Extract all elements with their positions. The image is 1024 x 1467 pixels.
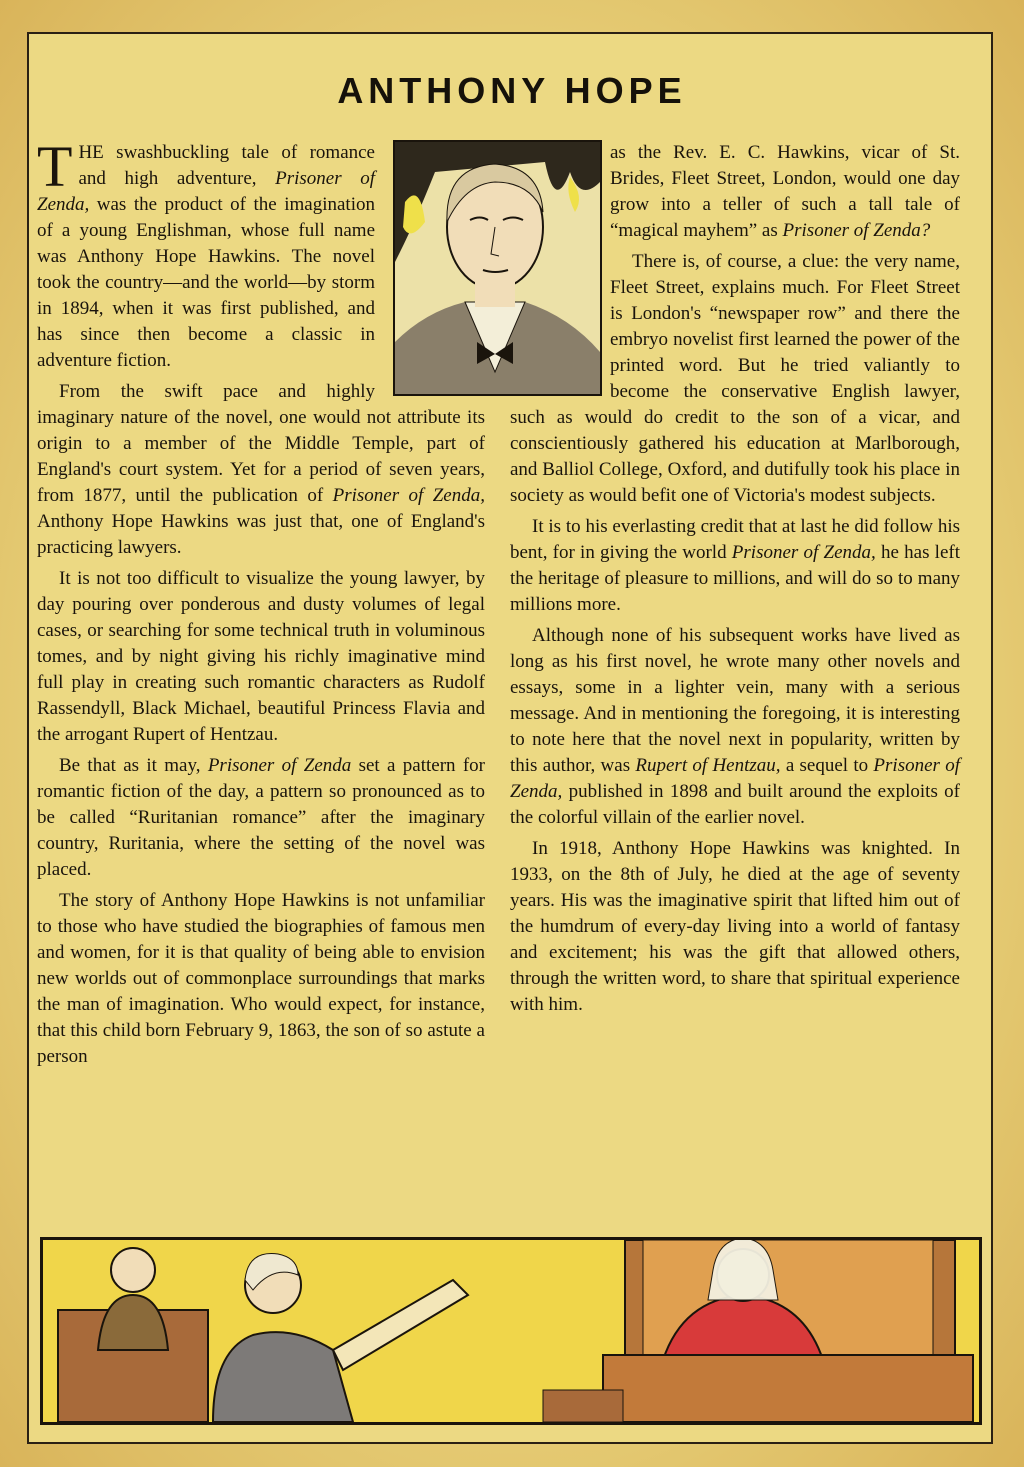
paragraph-text: Anthony Hope Hawkins was just that, one of England's practicing lawyers. — [37, 511, 485, 558]
paragraph — [510, 623, 960, 831]
paragraph — [510, 836, 960, 1018]
paragraph-text: There is, of course, a clue: the very name, Fleet Street, explains much. For Fleet Street is London's “newspaper row” and there the embryo novelist first learned the power of the printed word. But he tried valiantly to become the conservative English lawyer, such as would do credit to the son of a vicar, and conscientiously gathered his education at Marlborough, and Balliol College, Oxford, and dutifully took his place in society as would befit one of Victoria's modest subjects. — [510, 251, 960, 506]
paragraph-text: It is to his everlasting credit that at last he did follow his bent, for in giving the world — [510, 516, 960, 563]
paragraph-text: From the swift pace and highly imaginary nature of the novel, one would not attribute its origin to a member of the Middle Temple, part of England's court system. Yet for a period of seven years, from 1877, until the publication of — [37, 381, 485, 506]
book-title-text: Prisoner of Zenda — [207, 755, 352, 776]
paragraph — [37, 379, 485, 561]
paragraph-text: set a pattern for romantic fiction of the day, a pattern so pronounced as to be called “Ruritanian romance” after the imaginary country, Ruritania, where the setting of the novel was placed. — [37, 755, 485, 880]
paragraph-text: In 1918, Anthony Hope Hawkins was knighted. In 1933, on the 8th of July, he died at the age of seventy years. His was the imaginative spirit that lifted him out of the humdrum of every-day living into a world of fantasy and excitement; his was the gift that allowed others, through the written word, to share that spiritual experience with him. — [510, 838, 960, 1015]
book-title-text: Rupert of Hentzau, — [635, 755, 781, 776]
illustration-panel-courtroom — [40, 1237, 982, 1425]
paragraph-text: published in 1898 and built around the exploits of the colorful villain of the earlier novel. — [510, 781, 960, 828]
paragraph-text: he has left the heritage of pleasure to millions, and will do so to many millions more. — [510, 542, 960, 615]
book-title-text: Prisoner of Zenda, — [510, 755, 960, 802]
book-title-text: Prisoner of Zenda, — [731, 542, 876, 563]
paragraph-text: HE swashbuckling tale of romance and high adventure, — [78, 142, 375, 189]
paragraph-text: a sequel to — [780, 755, 874, 776]
text-column-left — [37, 134, 485, 1075]
paragraph — [37, 888, 485, 1070]
paragraph — [510, 514, 960, 618]
text-column-right — [510, 140, 960, 1023]
paragraph-text: as the Rev. E. C. Hawkins, vicar of St. Brides, Fleet Street, London, would one day grow into a teller of such a tall tale of “magical mayhem” as — [610, 142, 960, 241]
book-title-text: Prisoner of Zenda? — [782, 220, 931, 241]
paragraph-text: The story of Anthony Hope Hawkins is not unfamiliar to those who have studied the biographies of famous men and women, for it is that quality of being able to envision new worlds out of commonplace surroundings that marks the man of imagination. Who would expect, for instance, that this child born February 9, 1863, the son of so astute a person — [37, 890, 485, 1067]
paragraph-text: Be that as it may, — [59, 755, 208, 776]
paragraph — [37, 753, 485, 883]
paragraph-text: was the product of the imagination of a young Englishman, whose full name was Anthony Hope Hawkins. The novel took the country—and the world—by storm in 1894, when it was first published, and has since then become a classic in adventure fiction. — [37, 194, 375, 371]
drop-cap: T — [37, 134, 73, 199]
book-title-text: Prisoner of Zenda, — [332, 485, 485, 506]
paragraph-text: Although none of his subsequent works have lived as long as his first novel, he wrote many other novels and essays, some in a lighter vein, many with a serious message. And in mentioning the foregoing, it is interesting to note here that the novel next in popularity, written by this author, was — [510, 625, 960, 776]
book-title-text: Prisoner of Zenda, — [37, 168, 375, 215]
paragraph-text: It is not too difficult to visualize the young lawyer, by day pouring over ponderous and dusty volumes of legal cases, or searching for some technical truth in voluminous tomes, and by night giving his richly imaginative mind full play in creating such romantic characters as Rudolf Rassendyll, Black Michael, beautiful Princess Flavia and the arrogant Rupert of Hentzau. — [37, 568, 485, 745]
paragraph — [37, 566, 485, 748]
page-title: ANTHONY HOPE — [337, 70, 687, 111]
